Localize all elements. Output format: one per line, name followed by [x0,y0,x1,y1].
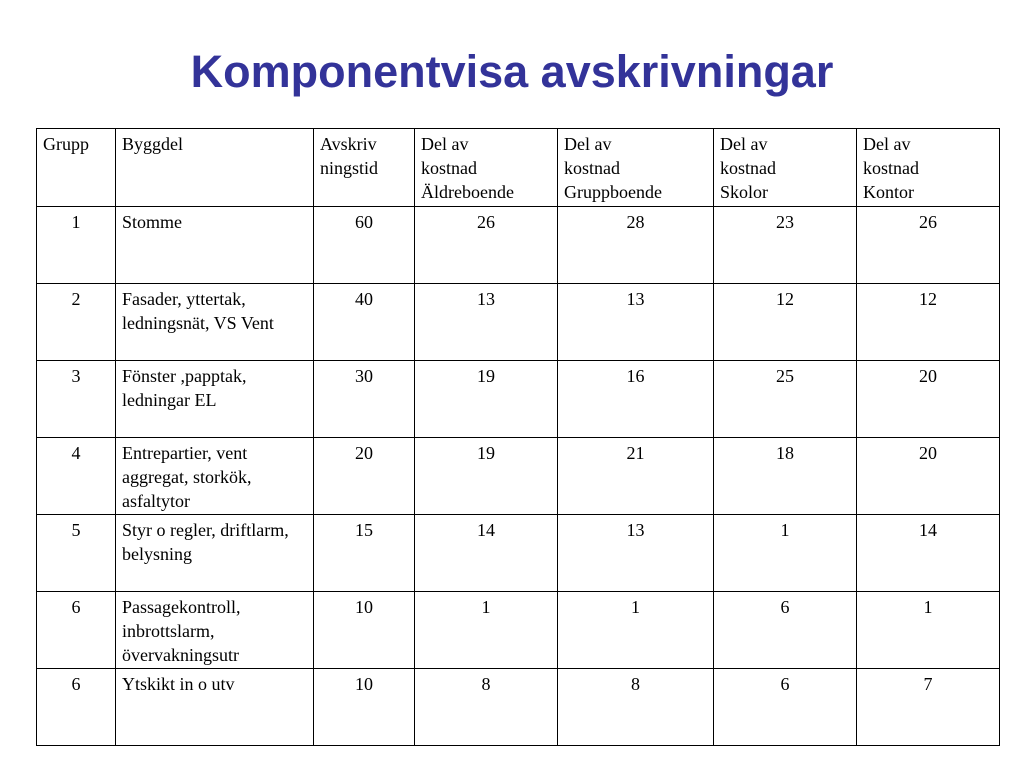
cell-byggdel: Ytskikt in o utv [116,669,314,746]
cell-avskrivningstid: 20 [314,438,415,515]
cell-aldreboende: 19 [415,361,558,438]
cell-gruppboende: 21 [558,438,714,515]
cell-skolor: 25 [714,361,857,438]
cell-skolor: 18 [714,438,857,515]
cell-byggdel: Fönster ,papptak, ledningar EL [116,361,314,438]
table-row [37,515,1000,592]
cell-byggdel: Styr o regler, driftlarm, belysning [116,515,314,592]
cell-grupp: 2 [37,284,116,361]
cell-grupp: 1 [37,207,116,284]
cell-kontor: 7 [857,669,1000,746]
table-header-row [37,129,1000,207]
slide-title: Komponentvisa avskrivningar [190,46,834,97]
header-avskrivningstid: Avskriv ningstid [314,129,415,207]
cell-gruppboende: 28 [558,207,714,284]
cell-gruppboende: 13 [558,515,714,592]
cell-skolor: 6 [714,669,857,746]
cell-grupp: 6 [37,592,116,669]
cell-avskrivningstid: 30 [314,361,415,438]
cell-gruppboende: 16 [558,361,714,438]
cell-grupp: 4 [37,438,116,515]
cell-byggdel: Fasader, yttertak, ledningsnät, VS Vent [116,284,314,361]
cell-kontor: 26 [857,207,1000,284]
header-grupp: Grupp [37,129,116,207]
header-byggdel: Byggdel [116,129,314,207]
cell-kontor: 12 [857,284,1000,361]
cell-avskrivningstid: 10 [314,592,415,669]
cell-byggdel: Stomme [116,207,314,284]
cell-aldreboende: 13 [415,284,558,361]
table-row [37,669,1000,746]
cell-aldreboende: 19 [415,438,558,515]
table-row [37,438,1000,515]
cell-aldreboende: 1 [415,592,558,669]
table-row [37,284,1000,361]
cell-aldreboende: 14 [415,515,558,592]
cell-byggdel: Passagekontroll, inbrottslarm, övervakningsutr [116,592,314,669]
header-aldreboende: Del av kostnad Äldreboende [415,129,558,207]
cell-aldreboende: 8 [415,669,558,746]
cell-gruppboende: 1 [558,592,714,669]
cell-kontor: 1 [857,592,1000,669]
cell-avskrivningstid: 15 [314,515,415,592]
cell-aldreboende: 26 [415,207,558,284]
cell-skolor: 1 [714,515,857,592]
cell-grupp: 3 [37,361,116,438]
table-row [37,207,1000,284]
cell-gruppboende: 8 [558,669,714,746]
depreciation-table [36,128,1000,746]
cell-avskrivningstid: 40 [314,284,415,361]
header-kontor: Del av kostnad Kontor [857,129,1000,207]
cell-kontor: 14 [857,515,1000,592]
cell-skolor: 12 [714,284,857,361]
cell-skolor: 6 [714,592,857,669]
header-gruppboende: Del av kostnad Gruppboende [558,129,714,207]
cell-grupp: 5 [37,515,116,592]
cell-avskrivningstid: 10 [314,669,415,746]
cell-grupp: 6 [37,669,116,746]
table-row [37,592,1000,669]
cell-kontor: 20 [857,361,1000,438]
cell-gruppboende: 13 [558,284,714,361]
table-row [37,361,1000,438]
cell-avskrivningstid: 60 [314,207,415,284]
cell-kontor: 20 [857,438,1000,515]
cell-skolor: 23 [714,207,857,284]
cell-byggdel: Entrepartier, vent aggregat, storkök, asfaltytor [116,438,314,515]
header-skolor: Del av kostnad Skolor [714,129,857,207]
